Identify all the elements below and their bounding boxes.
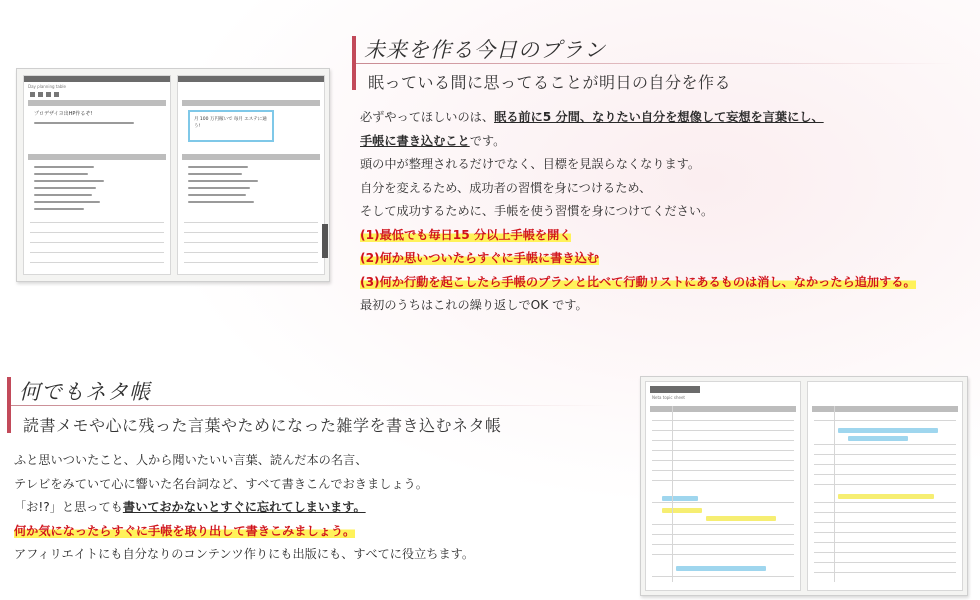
planner-left-note: プロデザイヨ出HP作るぞ! [34, 111, 93, 117]
section1-line-9: 最初のうちはこれの繰り返しでOK です。 [360, 298, 588, 312]
neta-left-page [645, 381, 801, 591]
planner-left-item-2 [34, 173, 88, 175]
planner-left-note-scribble [34, 122, 134, 124]
neta-right-line [814, 464, 956, 465]
planner-left-icons [30, 92, 60, 97]
planner-left-item-5 [34, 194, 92, 196]
neta-left-line [652, 544, 794, 545]
neta-right-line [814, 562, 956, 563]
section1-subtitle: 眠っている間に思ってることが明日の自分を作る [368, 73, 732, 92]
planner-right-item-3 [188, 180, 258, 182]
section1-line-1b-emphasis: 眠る前に5 分間、なりたい自分を想像して妄想を言葉にし、 [494, 110, 824, 124]
planner-right-band-2 [182, 154, 320, 160]
section1-rule-1 [360, 224, 916, 248]
planner-left-item-6 [34, 201, 100, 203]
planner-left-item-1 [34, 166, 94, 168]
section2-subtitle: 読書メモや心に残った言葉やためになった雑学を書き込むネタ帳 [23, 416, 502, 435]
neta-left-header [650, 386, 700, 393]
section1-title-rule [356, 63, 956, 64]
neta-left-line [652, 524, 794, 525]
planner-right-item-4 [188, 187, 250, 189]
section1-line-2 [360, 130, 916, 154]
planner-right-item-1 [188, 166, 248, 168]
planner-left-page [23, 75, 171, 275]
section2-line-2: テレビをみていて心に響いた名台詞など、すべて書きこんでおきましょう。 [14, 476, 428, 491]
neta-right-line [814, 542, 956, 543]
section2-line-3 [14, 496, 474, 520]
section2-line-3a: 「お!?」と思っても [14, 500, 123, 514]
planner-right-item-5 [188, 194, 246, 196]
neta-right-tag-blue [838, 428, 938, 433]
section2-title-rule [11, 405, 611, 406]
planner-left-item-3 [34, 180, 104, 182]
section1-rule-3-text: (3)何か行動を起こしたら手帳のプランと比べて行動リストにあるものは消し、なかったら追加する。 [360, 274, 916, 289]
planner-left-band [28, 100, 166, 106]
planner-right-line [184, 252, 318, 253]
planner-left-item-4 [34, 187, 96, 189]
section1-line-5: そして成功するために、手帳を使う習慣を身につけてください。 [360, 204, 714, 218]
neta-right-tag-yellow [838, 494, 934, 499]
neta-right-line [814, 552, 956, 553]
planner-right-line [184, 232, 318, 233]
planner-right-header [178, 76, 324, 82]
neta-left-line [652, 430, 794, 431]
section2-title: 何でもネタ帳 [19, 380, 151, 404]
neta-right-line [814, 454, 956, 455]
section2-body [14, 449, 474, 567]
neta-left-line [652, 480, 794, 481]
section1-line-1a: 必ずやってほしいのは、 [360, 110, 495, 124]
neta-right-page [807, 381, 963, 591]
section1-line-2b: です。 [469, 133, 506, 148]
neta-left-line [652, 450, 794, 451]
section1-rule-3 [360, 271, 916, 295]
planner-header-label: Day planning table [28, 84, 66, 89]
neta-left-line [652, 420, 794, 421]
neta-left-tag-blue [662, 496, 698, 501]
neta-right-line [814, 484, 956, 485]
neta-left-line [652, 576, 794, 577]
neta-left-line [652, 460, 794, 461]
neta-right-line [814, 522, 956, 523]
planner-left-header [24, 76, 170, 82]
section1-line-4: 自分を変えるため、成功者の習慣を身につけるため、 [360, 180, 652, 195]
neta-right-line [814, 474, 956, 475]
neta-notebook-image [640, 376, 968, 596]
planner-left-band-2 [28, 154, 166, 160]
section1-rule-2-text: (2)何か思いついたらすぐに手帳に書き込む [360, 251, 599, 265]
planner-left-line [30, 252, 164, 253]
planner-right-note: 月 100 万円稼いで 毎月 エステに通う! [194, 117, 267, 129]
planner-right-item-6 [188, 201, 254, 203]
neta-left-column-rule [672, 406, 673, 582]
neta-right-line [814, 420, 956, 421]
neta-right-column-rule [834, 406, 835, 582]
section2-line-5: アフィリエイトにも自分なりのコンテンツ作りにも出版にも、すべてに役立ちます。 [14, 547, 475, 561]
section2-line-3b-emphasis: 書いておかないとすぐに忘れてしまいます。 [122, 500, 366, 514]
section1-title: 未来を作る今日のプラン [364, 38, 606, 62]
neta-right-tag-blue [848, 436, 908, 441]
neta-right-line [814, 512, 956, 513]
neta-left-tag-yellow [662, 508, 702, 513]
planner-right-line [184, 262, 318, 263]
planner-left-line [30, 232, 164, 233]
neta-left-line [652, 440, 794, 441]
planner-left-line [30, 222, 164, 223]
neta-right-line [814, 502, 956, 503]
neta-left-line [652, 554, 794, 555]
section1-line-2a-emphasis: 手帳に書き込むこと [360, 133, 470, 148]
section2-line-1: ふと思いついたこと、人から聞いたいい言葉、読んだ本の名言、 [14, 453, 368, 467]
planner-right-line [184, 242, 318, 243]
planner-right-page [177, 75, 325, 275]
section2-line-4-highlight: 何か気になったらすぐに手帳を取り出して書きこみましょう。 [14, 523, 356, 538]
section1-line-3: 頭の中が整理されるだけでなく、目標を見誤らなくなります。 [360, 157, 701, 171]
planner-right-item-2 [188, 173, 242, 175]
section2-line-4 [14, 520, 474, 544]
section1-body [360, 106, 916, 318]
neta-left-tag-blue [676, 566, 766, 571]
planner-index-tab [322, 224, 328, 258]
planner-right-band [182, 100, 320, 106]
neta-left-line [652, 502, 794, 503]
planner-right-line [184, 222, 318, 223]
planner-book-image [16, 68, 330, 282]
neta-left-line [652, 534, 794, 535]
section1-rule-2 [360, 247, 916, 271]
neta-right-line [814, 444, 956, 445]
section1-line-1 [360, 106, 916, 130]
planner-left-line [30, 262, 164, 263]
neta-left-tag-yellow [706, 516, 776, 521]
planner-left-item-7 [34, 208, 84, 210]
section1-rule-1-text: (1)最低でも毎日15 分以上手帳を開く [360, 227, 572, 242]
planner-right-note-box [188, 110, 274, 142]
neta-header-label: Neta topic sheet [652, 395, 685, 400]
neta-right-line [814, 572, 956, 573]
neta-right-line [814, 532, 956, 533]
planner-left-line [30, 242, 164, 243]
neta-left-line [652, 470, 794, 471]
